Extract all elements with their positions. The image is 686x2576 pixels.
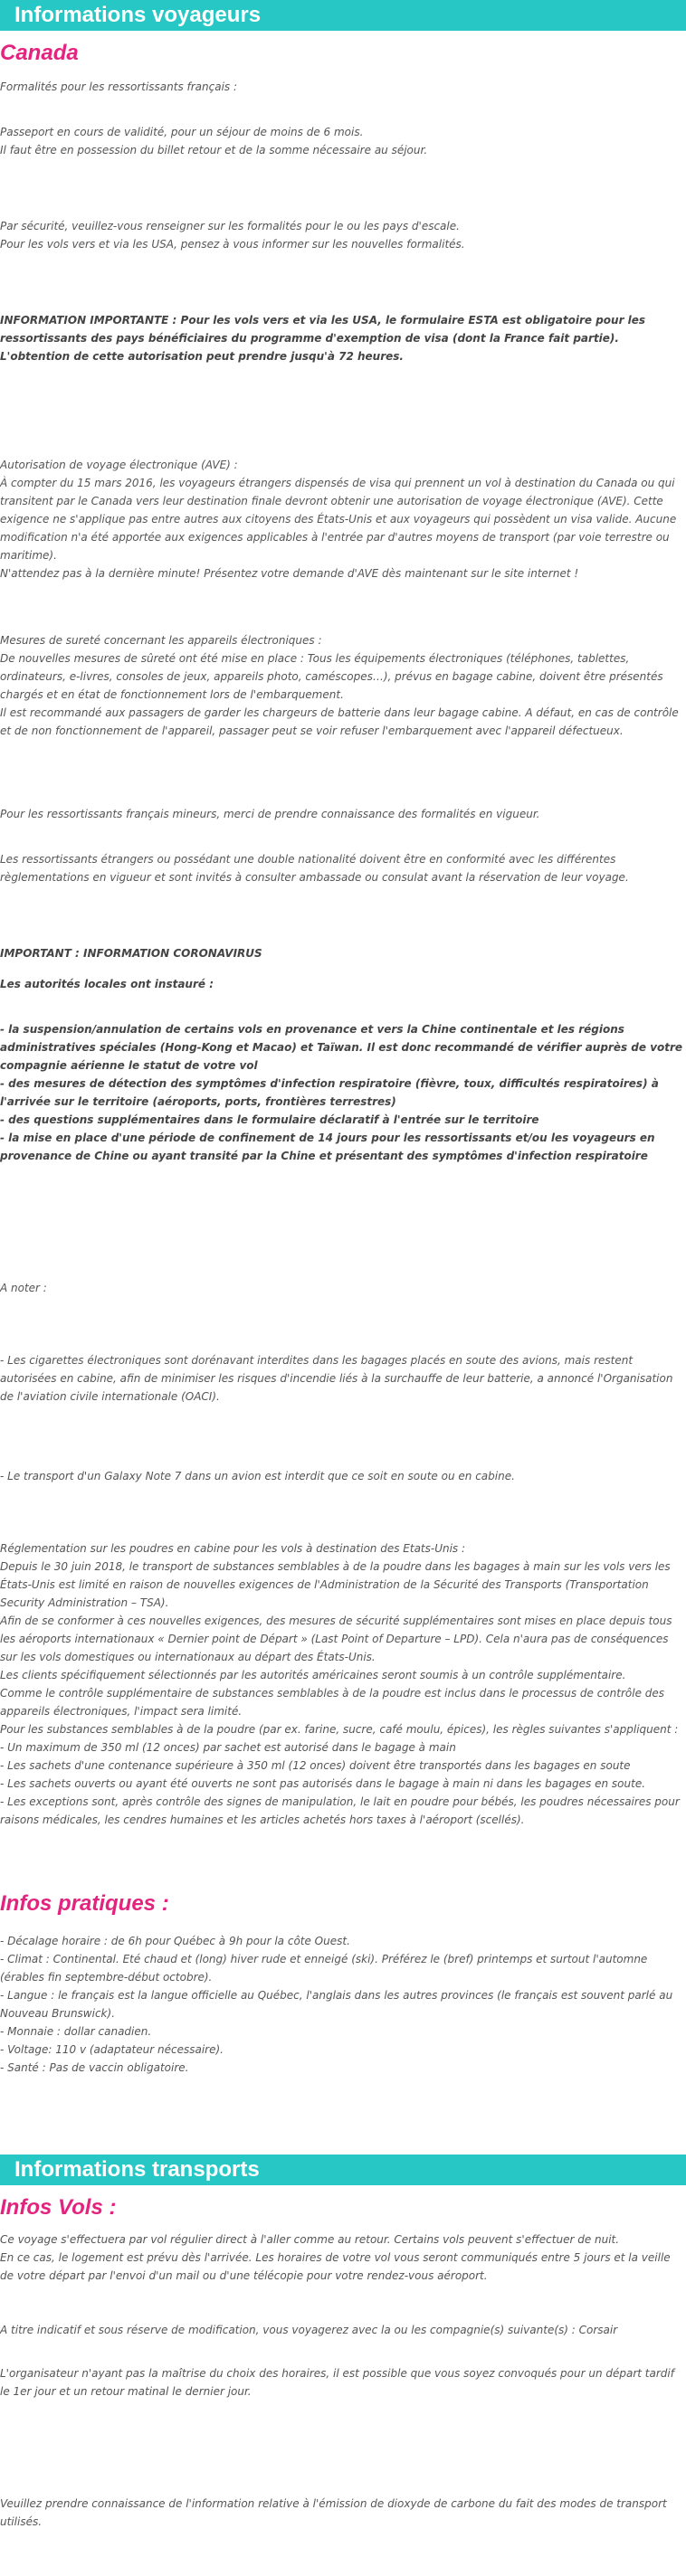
vols-text-1: Ce voyage s'effectuera par vol régulier direct à l'aller comme au retour. Certains vols peuvent s'effectuer de nuit.: [0, 2233, 620, 2246]
a-noter-text: A noter :: [0, 1282, 47, 1294]
esta-notice: [0, 311, 686, 365]
surete-block: [0, 631, 686, 740]
ave-block: [0, 456, 686, 582]
co2-block: [0, 2495, 686, 2531]
mineurs-text: Pour les ressortissants français mineurs, merci de prendre connaissance des formalités en vigueur.: [0, 808, 540, 820]
ave-text-1: À compter du 15 mars 2016, les voyageurs étrangers dispensés de visa qui prennent un vol à destination du Canada ou qui transitent par le Canada vers leur destination finale devront obtenir une autorisation de voyage électronique (AVE). Cette exigence ne s'applique pas entre autres aux citoyens des États-Unis et aux voyageurs qui possèdent un visa valide. Aucune modification n'a été apportée aux exigences applicables à l'entrée par d'autres moyens de transport (par voie terrestre ou maritime).: [0, 477, 677, 562]
poudres-text-3: Les clients spécifiquement sélectionnés par les autorités américaines seront soumis à un contrôle supplémentaire.: [0, 1669, 626, 1681]
corona-item-2: - des mesures de détection des symptômes d'infection respiratoire (fièvre, toux, difficultés respiratoires) à l'arrivée sur le territoire (aéroports, ports, frontières terrestres): [0, 1077, 659, 1108]
poudres-block: [0, 1539, 686, 1829]
corona-item-4: - la mise en place d'une période de confinement de 14 jours pour les ressortissants et/ou les voyageurs en provenance de Chine ou ayant transité par la Chine et présentant des symptômes d'infection respiratoire: [0, 1132, 655, 1162]
infos-pratiques-item: - Climat : Continental. Eté chaud et (long) hiver rude et enneigé (ski). Préférez le (bref) printemps et surtout l'automne (érables fin septembre-début octobre).: [0, 1953, 648, 1984]
etrangers-block: [0, 850, 686, 886]
corona-title-text: IMPORTANT : INFORMATION CORONAVIRUS: [0, 947, 262, 960]
surete-text-1: De nouvelles mesures de sûreté ont été mise en place : Tous les équipements électroniques (téléphones, tablettes, ordinateurs, e-livres, consoles de jeux, appareils photo, caméscopes…), prévus en bagage cabine, doivent être présentés chargés et en état de fonctionnement lors de l'embarquement.: [0, 652, 663, 701]
corona-item-3: - des questions supplémentaires dans le formulaire déclaratif à l'entrée sur le territoire: [0, 1113, 539, 1126]
passeport-line-2: Il faut être en possession du billet retour et de la somme nécessaire au séjour.: [0, 144, 428, 156]
passeport-block: [0, 123, 686, 159]
horaires-block: [0, 2364, 686, 2401]
poudres-text-1: Depuis le 30 juin 2018, le transport de substances semblables à de la poudre dans les bagages à main sur les vols vers les États-Unis est limité en raison de nouvelles exigences de l'Administration de la Sécurité des Transports (Transportation Security Administration – TSA).: [0, 1560, 671, 1609]
section-banner-transports: Informations transports: [0, 2155, 686, 2185]
infos-pratiques-item: - Santé : Pas de vaccin obligatoire.: [0, 2061, 189, 2074]
cigarettes-text: - Les cigarettes électroniques sont dorénavant interdites dans les bagages placés en soute des avions, mais restent autorisées en cabine, afin de minimiser les risques d'incendie liés à la surchauffe de leur batterie, a annoncé l'Organisation de l'aviation civile internationale (OACI).: [0, 1354, 673, 1403]
section-banner-voyageurs: Informations voyageurs: [0, 0, 686, 31]
corona-intro-text: Les autorités locales ont instauré :: [0, 978, 214, 990]
esta-text: INFORMATION IMPORTANTE : Pour les vols vers et via les USA, le formulaire ESTA est obligatoire pour les ressortissants des pays bénéficiaires du programme d'exemption de visa (dont la France fait partie). L'obtention de cette autorisation peut prendre jusqu'à 72 heures.: [0, 314, 646, 363]
poudres-text-4: Comme le contrôle supplémentaire de substances semblables à de la poudre est inclus dans le processus de contrôle des appareils électroniques, l'impact sera limité.: [0, 1687, 665, 1718]
ave-title: Autorisation de voyage électronique (AVE) :: [0, 459, 238, 471]
corona-list: [0, 1020, 686, 1165]
formalites-intro: [0, 78, 686, 96]
cigarettes-block: [0, 1351, 686, 1406]
surete-title: Mesures de sureté concernant les appareils électroniques :: [0, 634, 322, 647]
passeport-line-1: Passeport en cours de validité, pour un séjour de moins de 6 mois.: [0, 126, 364, 138]
corona-item-1: - la suspension/annulation de certains vols en provenance et vers la Chine continentale et les régions administratives spéciales (Hong-Kong et Macao) et Taïwan. Il est donc recommandé de vérifier auprès de votre compagnie aérienne le statut de votre vol: [0, 1023, 683, 1072]
galaxy-block: [0, 1467, 686, 1485]
vols-text-2: En ce cas, le logement est prévu dès l'arrivée. Les horaires de votre vol vous seront communiqués entre 5 jours et la veille de votre départ par l'envoi d'un mail ou d'une télécopie pour votre rendez-vous aéroport.: [0, 2251, 671, 2282]
a-noter: [0, 1279, 686, 1297]
infos-pratiques-list: [0, 1932, 686, 2077]
corona-title: [0, 944, 686, 962]
poudres-text-7: - Les sachets d'une contenance supérieure à 350 ml (12 onces) doivent être transportés dans les bagages en soute: [0, 1759, 631, 1772]
formalites-intro-text: Formalités pour les ressortissants français :: [0, 80, 238, 93]
infos-pratiques-item: - Langue : le français est la langue officielle au Québec, l'anglais dans les autres provinces (le français est souvent parlé au Nouveau Brunswick).: [0, 1989, 673, 2020]
country-heading: Canada: [0, 41, 79, 65]
poudres-text-2: Afin de se conformer à ces nouvelles exigences, des mesures de sécurité supplémentaires sont mises en place depuis tous les aéroports internationaux « Dernier point de Départ » (Last Point of Departure – LPD). Cela n'aura pas de conséquences sur les vols domestiques ou internationaux au départ des États-Unis.: [0, 1615, 672, 1663]
corona-intro: [0, 975, 686, 993]
poudres-text-9: - Les exceptions sont, après contrôle des signes de manipulation, le lait en poudre pour bébés, les poudres nécessaires pour raisons médicales, les cendres humaines et les articles achetés hors taxes à l'aéroport (scellés).: [0, 1795, 680, 1826]
infos-pratiques-item: - Monnaie : dollar canadien.: [0, 2025, 152, 2038]
infos-pratiques-heading: Infos pratiques :: [0, 1891, 169, 1916]
poudres-text-5: Pour les substances semblables à de la poudre (par ex. farine, sucre, café moulu, épices), les règles suivantes s'appliquent :: [0, 1723, 679, 1736]
infos-pratiques-item: - Décalage horaire : de 6h pour Québec à 9h pour la côte Ouest.: [0, 1935, 350, 1947]
infos-vols-heading: Infos Vols :: [0, 2195, 117, 2220]
co2-text: Veuillez prendre connaissance de l'information relative à l'émission de dioxyde de carbone du fait des modes de transport utilisés.: [0, 2497, 667, 2528]
galaxy-text: - Le transport d'un Galaxy Note 7 dans un avion est interdit que ce soit en soute ou en cabine.: [0, 1470, 515, 1482]
etrangers-text: Les ressortissants étrangers ou possédant une double nationalité doivent être en conformité avec les différentes règlementations en vigueur et sont invités à consulter ambassade ou consulat avant la réservation de leur voyage.: [0, 853, 629, 884]
horaires-text: L'organisateur n'ayant pas la maîtrise du choix des horaires, il est possible que vous soyez convoqués pour un départ tardif le 1er jour et un retour matinal le dernier jour.: [0, 2367, 674, 2398]
surete-text-2: Il est recommandé aux passagers de garder les chargeurs de batterie dans leur bagage cabine. A défaut, en cas de contrôle et de non fonctionnement de l'appareil, passager peut se voir refuser l'embarquement avec l'appareil défectueux.: [0, 706, 679, 737]
poudres-text-6: - Un maximum de 350 ml (12 onces) par sachet est autorisé dans le bagage à main: [0, 1741, 456, 1754]
securite-block: [0, 217, 686, 253]
mineurs-block: [0, 805, 686, 823]
ave-text-2: N'attendez pas à la dernière minute! Présentez votre demande d'AVE dès maintenant sur le site internet !: [0, 567, 579, 580]
poudres-text-8: - Les sachets ouverts ou ayant été ouverts ne sont pas autorisés dans le bagage à main ni dans les bagages en soute.: [0, 1777, 646, 1790]
vols-block: [0, 2230, 686, 2285]
poudres-title: Réglementation sur les poudres en cabine pour les vols à destination des Etats-Unis :: [0, 1542, 466, 1555]
compagnie-block: [0, 2321, 686, 2339]
securite-line-2: Pour les vols vers et via les USA, pensez à vous informer sur les nouvelles formalités.: [0, 238, 465, 251]
securite-line-1: Par sécurité, veuillez-vous renseigner sur les formalités pour le ou les pays d'escale.: [0, 220, 460, 232]
compagnie-text: A titre indicatif et sous réserve de modification, vous voyagerez avec la ou les compagnie(s) suivante(s) : Corsair: [0, 2324, 618, 2336]
infos-pratiques-item: - Voltage: 110 v (adaptateur nécessaire).: [0, 2043, 224, 2056]
